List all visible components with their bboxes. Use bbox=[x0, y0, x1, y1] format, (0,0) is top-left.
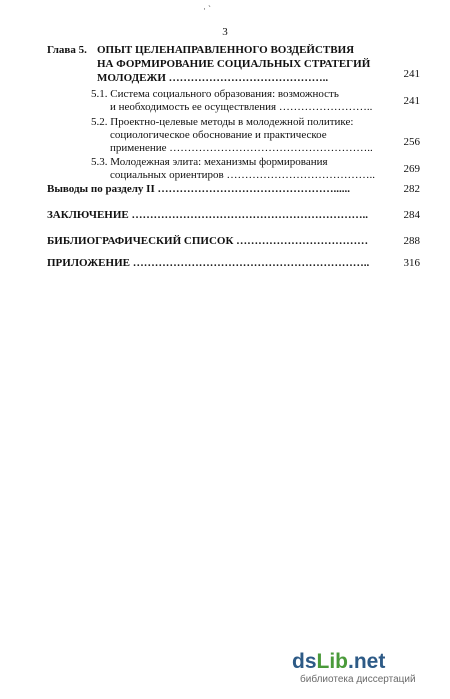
zaklyuchenie-page: 284 bbox=[403, 209, 420, 221]
scan-speck: ·` bbox=[203, 4, 213, 14]
chapter-title-line2: НА ФОРМИРОВАНИЕ СОЦИАЛЬНЫХ СТРАТЕГИЙ bbox=[97, 58, 371, 70]
chapter-title-line1: ОПЫТ ЦЕЛЕНАПРАВЛЕННОГО ВОЗДЕЙСТВИЯ bbox=[97, 44, 355, 56]
conclusions-label: Выводы по разделу II …………………………………………...... bbox=[47, 183, 350, 195]
zaklyuchenie-label: ЗАКЛЮЧЕНИЕ ……………………………………………………….. bbox=[47, 209, 368, 221]
section-5-2-line3: применение ……………………………………………….. bbox=[110, 142, 373, 154]
dslib-watermark bbox=[292, 651, 416, 685]
page-number: 3 bbox=[222, 26, 228, 38]
bibliography-page: 288 bbox=[403, 235, 420, 247]
chapter-page: 241 bbox=[403, 68, 420, 80]
section-5-1-line1: 5.1. Система социального образования: возможность bbox=[91, 88, 339, 100]
section-5-2-line1: 5.2. Проектно-целевые методы в молодежной политике: bbox=[91, 116, 354, 128]
section-5-3-page: 269 bbox=[403, 163, 420, 175]
bibliography-label: БИБЛИОГРАФИЧЕСКИЙ СПИСОК ……………………………… bbox=[47, 235, 369, 247]
chapter-label: Глава 5. bbox=[47, 44, 87, 56]
section-5-3-line2: социальных ориентиров ………………………………….. bbox=[110, 169, 375, 181]
conclusions-page: 282 bbox=[403, 183, 420, 195]
watermark-subtitle: библиотека диссертаций bbox=[300, 674, 416, 685]
chapter-title-line3: МОЛОДЕЖИ …………………………………….. bbox=[97, 72, 329, 84]
watermark-logo: dsLib.net bbox=[292, 650, 386, 673]
appendix-label: ПРИЛОЖЕНИЕ ……………………………………………………….. bbox=[47, 257, 370, 269]
section-5-1-line2: и необходимость ее осуществления …………………….. bbox=[110, 101, 373, 113]
section-5-3-line1: 5.3. Молодежная элита: механизмы формирования bbox=[91, 156, 328, 168]
section-5-2-line2: социологическое обоснование и практическое bbox=[110, 129, 327, 141]
section-5-2-page: 256 bbox=[403, 136, 420, 148]
appendix-page: 316 bbox=[403, 257, 420, 269]
section-5-1-page: 241 bbox=[403, 95, 420, 107]
